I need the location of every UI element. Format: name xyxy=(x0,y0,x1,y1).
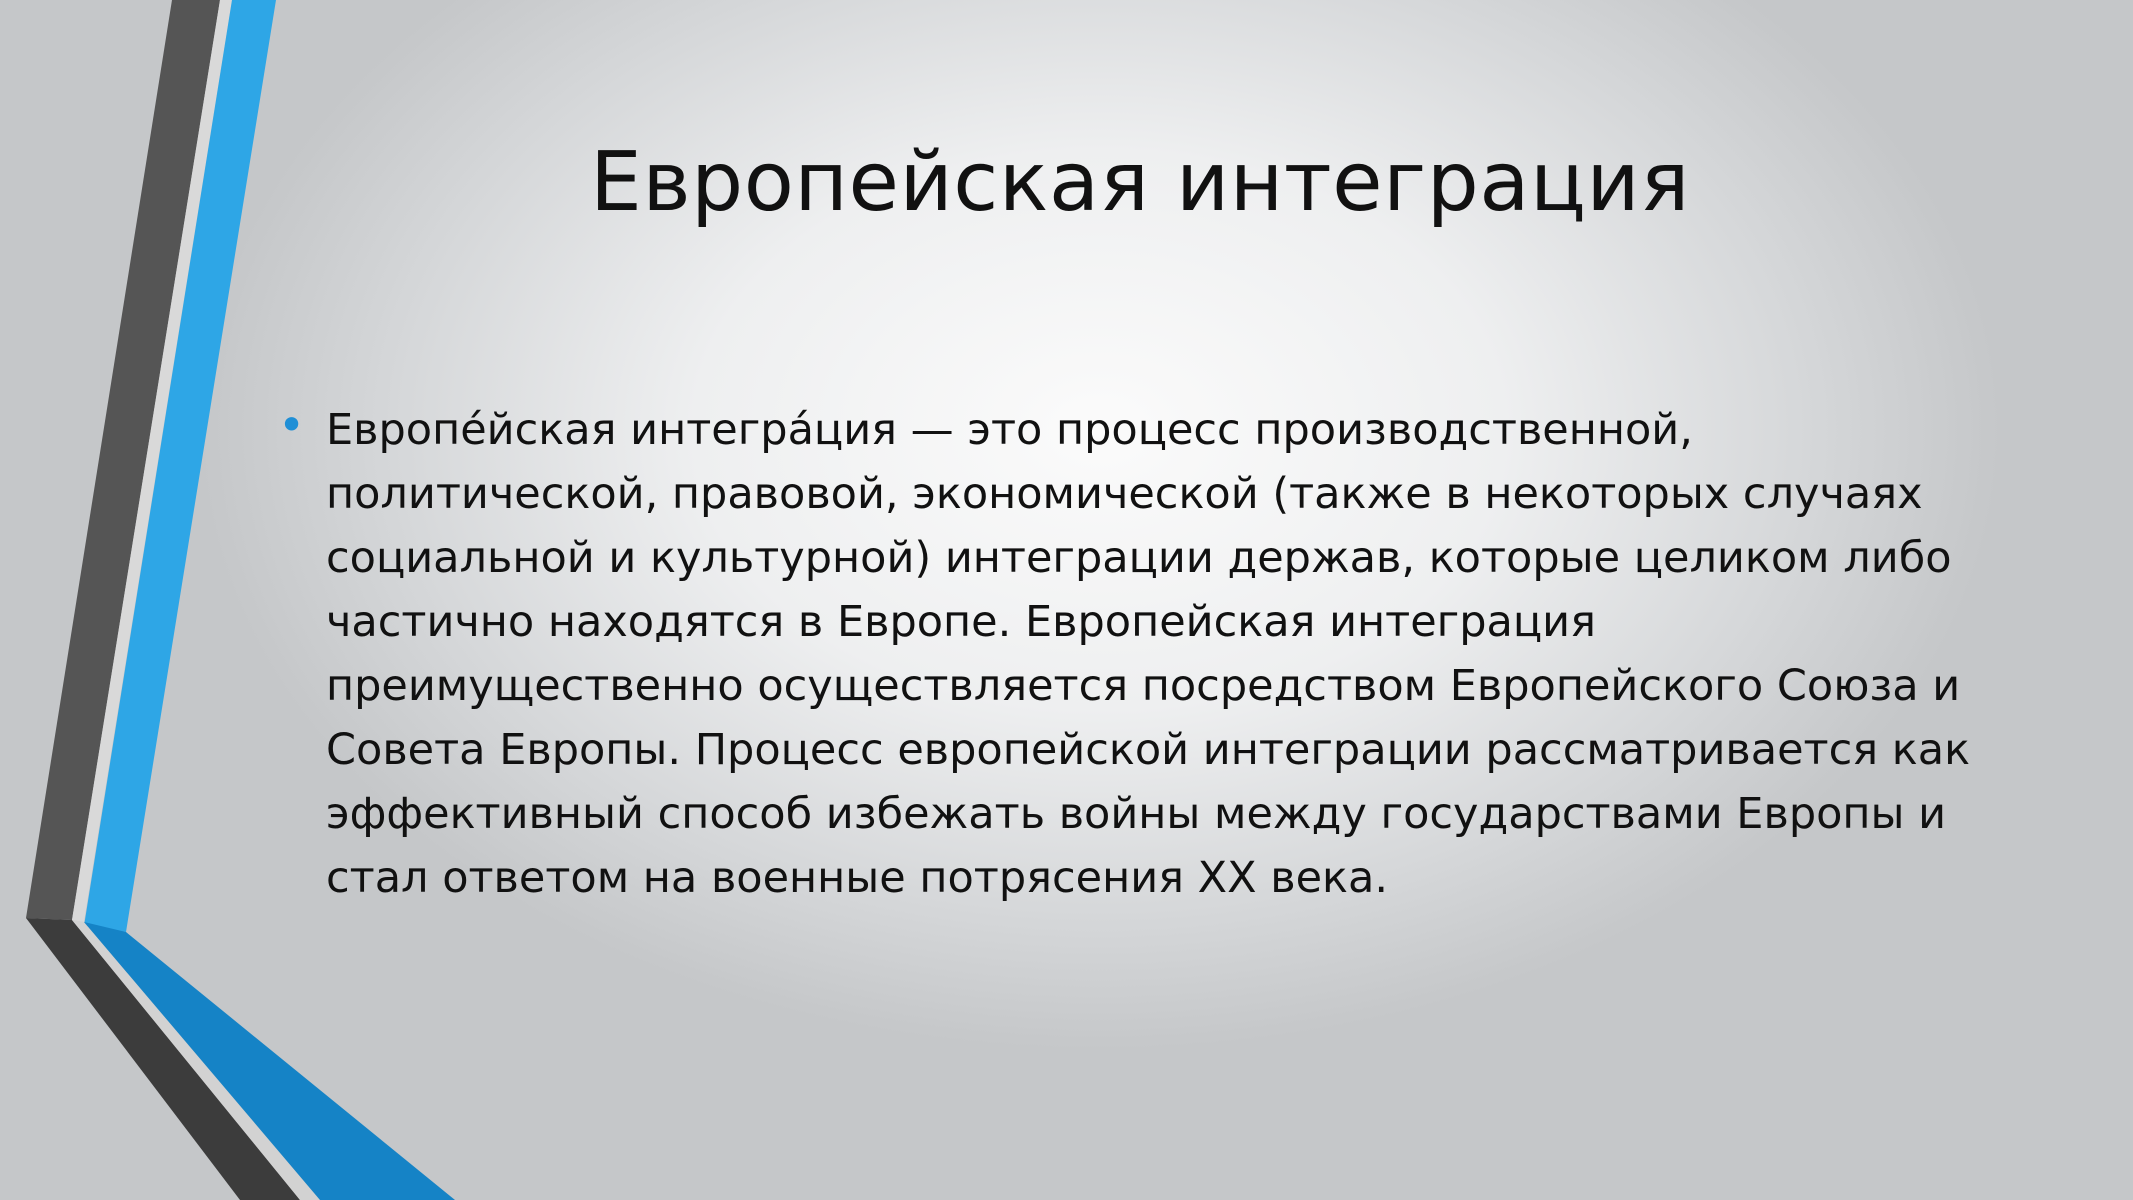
bullet-dot-icon: • xyxy=(278,398,306,452)
bullet-item xyxy=(278,398,1998,910)
bullet-text: Европе́йская интегра́ция — это процесс производственной, политической, правовой, экономической (также в некоторых случаях социальной и культурной) интеграции держав, которые целиком либо частично находятся в Европе. Европейская интеграция преимущественно осуществляется посредством Европейского Союза и Совета Европы. Процесс европейской интеграции рассматривается как эффективный способ избежать войны между государствами Европы и стал ответом на военные потрясения XX века. xyxy=(326,405,1971,903)
light-separator-lower xyxy=(72,920,320,1200)
dark-stripe-lower xyxy=(26,918,300,1200)
blue-stripe-upper xyxy=(84,0,276,932)
light-separator-upper xyxy=(72,0,232,922)
dark-stripe-upper xyxy=(26,0,220,920)
blue-stripe-lower xyxy=(84,922,455,1200)
slide-content xyxy=(278,398,1998,910)
slide-title: Европейская интеграция xyxy=(590,135,1690,230)
